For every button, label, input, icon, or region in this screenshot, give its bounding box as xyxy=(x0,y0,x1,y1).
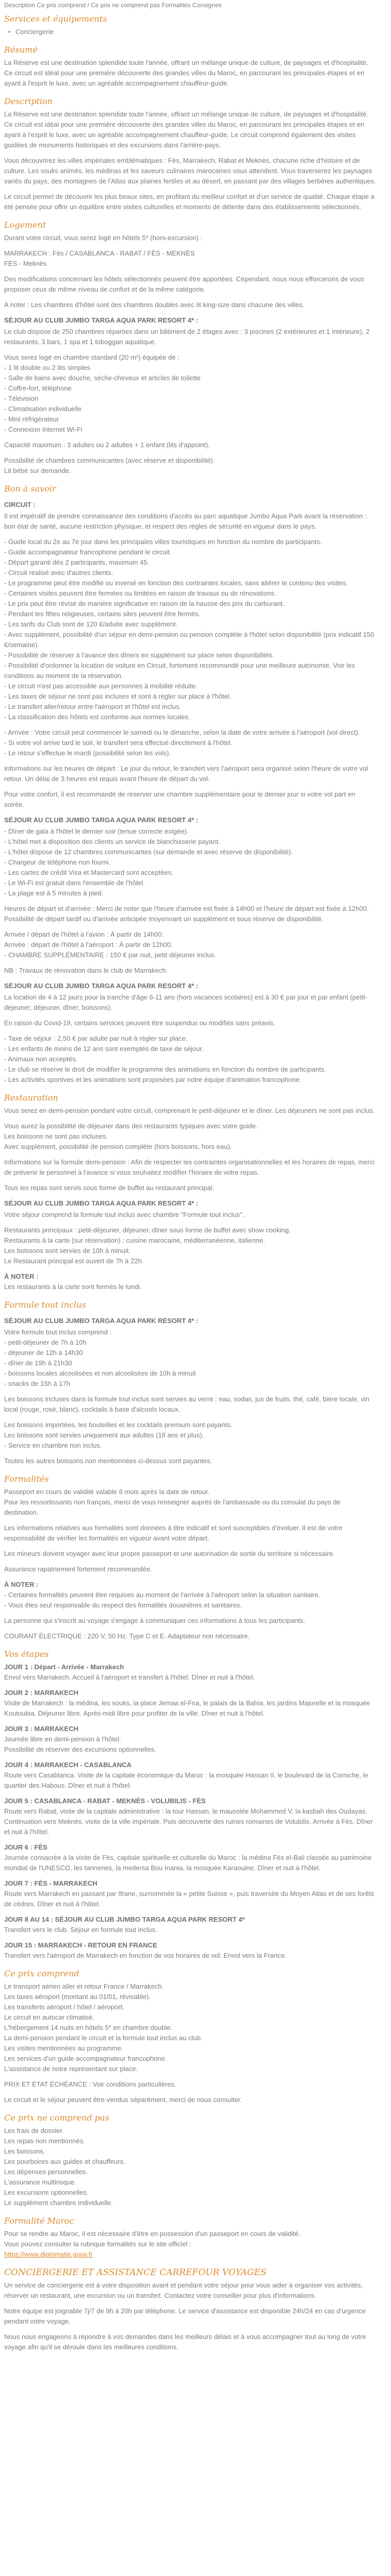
etape-day: JOUR 6 : FÈS xyxy=(4,1843,47,1851)
formalite-maroc-para: Pour se rendre au Maroc, il est nécessaire d'être en possession d'un passeport en cours de validité. xyxy=(4,2230,301,2238)
sejour-para: - Le club se réserve le droit de modifier le programme des animations en fonction du nombre de participants. xyxy=(4,1065,327,1073)
etape-day: JOUR 7 : FÈS - MARRAKECH xyxy=(4,1879,97,1887)
section-title-formalite-maroc: Formalité Maroc xyxy=(4,2216,74,2226)
logement-para: Durant votre circuit, vous serez logé en hôtels 5* (hors-excursion) : xyxy=(4,234,203,242)
section-title-services: Services et équipements xyxy=(4,14,107,24)
sejour-para: - Les enfants de moins de 12 ans sont exemptés de taxe de séjour. xyxy=(4,1045,204,1053)
formalite-maroc-para: Vous pouvez consulter la rubrique formalités sur le site officiel : xyxy=(4,2240,191,2248)
prix-comprend-item: Les transferts aéroport / hôtel / aéroport. xyxy=(4,2003,124,2011)
bullet-icon: • xyxy=(8,28,11,36)
section-title-etapes: Vos étapes xyxy=(4,1649,49,1659)
restauration-para: Vous aurez la possibilité de déjeuner dans des restaurants typiques avec votre guide. xyxy=(4,1122,258,1130)
etape-para: Visite de Marrakech : la médina, les souks, la place Jemaa el-Fna, le palais de la Bahia, les jardins Majorelle et la mosquée Koutoubia. Déjeuner libre. Après-midi libre pour profiter de la ville. Dîner et nuit à l'hôtel. xyxy=(4,1699,370,1717)
description-para: Vous découvrirez les villes impériales emblématiques : Fès, Marrakech, Rabat et Meknès, chacune riche d'histoire et de culture. Les souks animés, les médinas et les saveurs culinaires marocaines vous attendent. Vous traverserez les paysages variés du pays, des montagnes de l'Atlas aux plaines fertiles et au désert, en passant par des villages berbères authentiques. xyxy=(4,157,376,185)
bon-a-savoir-para: - Le circuit n'est pas accessible aux personnes à mobilité réduite. xyxy=(4,682,198,690)
prix-ne-comprend-item: Les boissons. xyxy=(4,2147,45,2155)
horaires-para: Heures de départ et d'arrivée : Merci de noter que l'heure d'arrivée est fixée à 14h00 et l'heure de départ est fixée à 12h00. Possibilité de départ tardif ou d'arrivée anticipée moyennant un supplément et sous réserve de disponibilité. xyxy=(4,905,369,923)
tout-inclus-para: - petit-déjeuner de 7h à 10h xyxy=(4,1338,87,1346)
formalites-para: Pour les ressortissants non français, merci de vous renseigner auprès de l'ambassade ou du consulat du pays de destination. xyxy=(4,1498,341,1516)
sejour-para: - Connexion Internet Wi-Fi xyxy=(4,426,83,433)
restauration-para: Votre séjour comprend la formule tout inclus avec chambre "Formule tout inclus". xyxy=(4,1211,245,1218)
logement-para: Des modifications concernant les hôtels sélectionnés peuvent être apportées. Cependant, nous nous efforcerons de vous proposer ceux de même niveau de confort et de la même catégorie. xyxy=(4,275,364,293)
bon-a-savoir-para: - Les tarifs du Club sont de 120 €/adulte avec supplément. xyxy=(4,620,178,628)
sejour-para: - Les activités sportives et les animations sont proposées par notre équipe d'animation francophone. xyxy=(4,1076,302,1083)
horaires-para: - CHAMBRE SUPPLÉMENTAIRE : 150 € par nuit, petit déjeuner inclus. xyxy=(4,951,216,959)
etape-day: JOUR 3 : MARRAKECH xyxy=(4,1725,78,1733)
itineraire-para: - Le retour s'effectue le mardi (possibilité selon les vols). xyxy=(4,749,171,757)
sejour-title: SÉJOUR AU CLUB JUMBO TARGA AQUA PARK RESORT 4* : xyxy=(4,316,199,324)
sejour-para: Lit bébé sur demande. xyxy=(4,467,71,474)
prix-ne-comprend-item: Les frais de dossier. xyxy=(4,2127,64,2134)
sejour-para: - L'hôtel dispose de 12 chambres communicantes (sur demande et avec réserve de disponibilité). xyxy=(4,848,293,856)
etape-day: JOUR 8 AU 14 : SÉJOUR AU CLUB JUMBO TARGA AQUA PARK RESORT 4* xyxy=(4,1916,245,1923)
tout-inclus-para: Les boissons importées, les bouteilles et les cocktails premium sont payants. xyxy=(4,1421,233,1429)
etape-para: Route vers Marrakech en passant par Ifrane, surnommée la « petite Suisse », puis traversée du Moyen Atlas et de ses forêts de cèdres. Dîner et nuit à l'hôtel. xyxy=(4,1890,374,1908)
prix-comprend-item: L'hébergement 14 nuits en hôtels 5* en chambre double. xyxy=(4,2024,173,2031)
horaires-para: NB : Travaux de rénovation dans le club de Marrakech. xyxy=(4,967,168,974)
etape-day: JOUR 5 : CASABLANCA - RABAT - MEKNÈS - VOLUBILIS - FÈS xyxy=(4,1797,206,1805)
bon-a-savoir-para: - Circuit réalisé avec d'autres clients. xyxy=(4,569,113,577)
sejour-para: - L'hôtel met à disposition des clients un service de blanchisserie payant. xyxy=(4,838,220,845)
formalites-para: - Certaines formalités peuvent être requises au moment de l'arrivée à l'aéroport selon la situation sanitaire. xyxy=(4,1591,320,1599)
itineraire-para: Informations sur les heures de départ : Le jour du retour, le transfert vers l'aéroport sera organisé selon l'heure de votre vol retour. Un délai de 3 heures est requis avant l'heure de départ du vol. xyxy=(4,765,368,783)
prix-comprend-item: Le transport aérien aller et retour France / Marrakech. xyxy=(4,1982,164,1990)
restauration-para: Restaurants principaux : petit-déjeuner, déjeuner, dîner sous forme de buffet avec show cooking. xyxy=(4,1226,291,1234)
bon-a-savoir-para: - Pendant les fêtes religieuses, certains sites peuvent être fermés. xyxy=(4,610,201,618)
bon-a-savoir-para: Il est impératif de prendre connaissance des conditions d'accès au parc aquatique Jumbo Aqua Park avant la réservation : bon état de santé, aucune restriction physique, et respect des règles de sécurité en vigueur dans le pays. xyxy=(4,512,367,530)
tout-inclus-para: - snacks de 15h à 17h xyxy=(4,1380,70,1387)
bon-a-savoir-para: - Le prix peut être révisé de manière significative en raison de la hausse des prix du carburant. xyxy=(4,600,285,607)
header-line: Description Ce prix comprend / Ce prix ne comprend pas Formalités Consignes xyxy=(4,2,222,9)
conciergerie-para: Nous nous engageons à répondre à vos demandes dans les meilleurs délais et à vous accompagner tout au long de votre voyage afin qu'il se déroule dans les meilleures conditions. xyxy=(4,2333,366,2351)
sejour-title: SÉJOUR AU CLUB JUMBO TARGA AQUA PARK RESORT 4* : xyxy=(4,1199,199,1207)
etape-para: Transfert vers le club. Séjour en formule tout inclus. xyxy=(4,1926,157,1934)
tout-inclus-para: - boissons locales alcoolisées et non alcoolisées de 10h à minuit xyxy=(4,1369,196,1377)
section-title-conciergerie: CONCIERGERIE ET ASSISTANCE CARREFOUR VOYAGES xyxy=(4,2267,267,2278)
etape-para: Possibilité de réserver des excursions optionnelles. xyxy=(4,1745,156,1753)
tout-inclus-para: - Service en chambre non inclus. xyxy=(4,1442,102,1449)
restauration-para: Restaurants à la carte (sur réservation) : cuisine marocaine, méditerranéenne, italienne. xyxy=(4,1236,265,1244)
etape-para: Transfert vers l'aéroport de Marrakech en fonction de vos horaires de vol. Envol vers la France. xyxy=(4,1952,287,1959)
sejour-para: - Taxe de séjour : 2,50 € par adulte par nuit à régler sur place. xyxy=(4,1035,188,1042)
etape-para: Envol vers Marrakech. Accueil à l'aéroport et transfert à l'hôtel. Dîner et nuit à l'hôtel. xyxy=(4,1673,255,1681)
tout-inclus-subtitle: SÉJOUR AU CLUB JUMBO TARGA AQUA PARK RESORT 4* : xyxy=(4,1317,199,1325)
bon-a-savoir-para: - Certaines visites peuvent être fermées ou limitées en raison de travaux ou de rénovations. xyxy=(4,589,276,597)
prix-ne-comprend-item: Les excursions optionnelles. xyxy=(4,2189,89,2196)
prix-ne-comprend-item: Les pourboires aux guides et chauffeurs. xyxy=(4,2158,125,2165)
services-item xyxy=(4,27,377,37)
section-title-resume: Résumé xyxy=(4,45,38,55)
resume-para: La Réserve est une destination splendide toute l'année, offrant un mélange unique de culture, de paysages et d'hospitalité. Ce circuit est idéal pour une première découverte des grandes villes du Maroc, en parcourant les principales étapes et en ayant à l'esprit le luxe, avec un agréable accompagnement chauffeur-guide. xyxy=(4,59,368,87)
conciergerie-para: Notre équipe est joignable 7j/7 de 9h à 20h par téléphone. Le service d'assistance est disponible 24h/24 en cas d'urgence pendant votre voyage. xyxy=(4,2307,366,2325)
services-item-label: Conciergerie xyxy=(15,28,54,36)
sejour-para: Capacité maximum : 3 adultes ou 2 adultes + 1 enfant (lits d'appoint). xyxy=(4,441,210,449)
section-title-prix-comprend: Ce prix comprend xyxy=(4,1969,79,1978)
sejour-para: - Dîner de gala à l'hôtel le dernier soir (tenue correcte exigée). xyxy=(4,827,189,835)
prix-ne-comprend-item: Les dépenses personnelles. xyxy=(4,2168,88,2176)
prix-ne-comprend-item: Les repas non mentionnés. xyxy=(4,2137,85,2145)
section-title-tout-inclus: Formule tout inclus xyxy=(4,1300,86,1310)
logement-para: MARRAKECH : Fès / CASABLANCA - RABAT / FÈS - MEKNÈS xyxy=(4,249,195,257)
prix-comprend-item: Le circuit et le séjour peuvent être vendus séparément, merci de nous consulter. xyxy=(4,2096,242,2104)
sejour-para: - Climatisation individuelle xyxy=(4,405,82,413)
sejour-title: SÉJOUR AU CLUB JUMBO TARGA AQUA PARK RESORT 4* : xyxy=(4,982,199,990)
tout-inclus-para: - déjeuner de 12h à 14h30 xyxy=(4,1349,83,1357)
horaires-para: Arrivée : départ de l'hôtel à l'aéroport : À partir de 12h00. xyxy=(4,941,173,948)
sejour-para: - Mini réfrigérateur xyxy=(4,415,59,423)
horaires-para: Arrivée / départ de l'hôtel à l'avion : À partir de 14h00. xyxy=(4,930,164,938)
sejour-para: - 1 lit double ou 2 lits simples xyxy=(4,364,90,371)
prix-comprend-item: Les taxes aéroport (montant au 01/01, révisable). xyxy=(4,1993,151,2001)
restauration-para: Le Restaurant principal est ouvert de 7h à 22h. xyxy=(4,1257,144,1265)
etape-para: Journée libre en demi-pension à l'hôtel. xyxy=(4,1735,121,1743)
sejour-para: - Animaux non acceptés. xyxy=(4,1055,78,1063)
description-para: La Réserve est une destination splendide toute l'année, offrant un mélange unique de culture, de paysages et d'hospitalité. Ce circuit est idéal pour une première découverte des grandes villes du Maroc, en parcourant les principales étapes et en ayant à l'esprit le luxe, avec un agréable accompagnement chauffeur-guide. Le circuit comprend également des visites guidées de monuments historiques et des excursions dans l'arrière-pays. xyxy=(4,110,368,149)
restauration-para: Les boissons ne sont pas incluses. xyxy=(4,1132,108,1140)
restauration-para: Les boissons sont servies de 10h à minuit. xyxy=(4,1247,131,1255)
logement-para: A noter : Les chambres d'hôtel sont des chambres doubles avec lit king-size dans chacune des villes. xyxy=(4,301,305,309)
sejour-para: Vous serez logé en chambre standard (20 m²) équipée de : xyxy=(4,353,180,361)
sejour-para: La location de 4 à 12 jours pour la tranche d'âge 6-11 ans (hors vacances scolaires) est à 30 € par jour et par enfant (petit-déjeuner, déjeuner, dîner, boissons). xyxy=(4,993,367,1011)
prix-comprend-item: La demi-pension pendant le circuit et la formule tout inclus au club. xyxy=(4,2034,203,2042)
tout-inclus-para: Votre formule tout inclus comprend : xyxy=(4,1328,112,1336)
sejour-para: - Salle de bains avec douche, sèche-cheveux et articles de toilette xyxy=(4,374,201,382)
bon-a-savoir-para: - Le transfert aller/retour entre l'aéroport et l'hôtel est inclus. xyxy=(4,703,182,710)
etape-day: JOUR 1 : Départ - Arrivée - Marrakech xyxy=(4,1663,124,1671)
prix-comprend-item: Les visites mentionnées au programme. xyxy=(4,2044,123,2052)
sejour-para: En raison du Covid-19, certains services peuvent être suspendus ou modifiés sans préavis. xyxy=(4,1019,275,1027)
etape-day: JOUR 15 : MARRAKECH - RETOUR EN FRANCE xyxy=(4,1941,157,1949)
formalites-para: COURANT ÉLECTRIQUE : 220 V, 50 Hz. Type C et E. Adaptateur non nécessaire. xyxy=(4,1632,250,1640)
tout-inclus-para: Toutes les autres boissons non mentionnées ci-dessus sont payantes. xyxy=(4,1457,213,1465)
tout-inclus-para: Les boissons incluses dans la formule tout inclus sont servies au verre : eau, sodas, jus de fruits, thé, café, bière locale, vin local (rouge, rosé, blanc), cocktails à base d'alcools locaux. xyxy=(4,1395,370,1413)
formalites-para: Passeport en cours de validité valable 6 mois après la date de retour. xyxy=(4,1488,210,1496)
etape-para: Route vers Rabat, visite de la capitale administrative : la tour Hassan, le mausolée Mohammed V, la kasbah des Oudayas. Continuation vers Meknès, visite de la ville impériale. Puis découverte des ruines romaines de Volubilis. Arrivée à Fès. Dîner et nuit à l'hôtel. xyxy=(4,1807,373,1836)
formalites-para: Assurance rapatriement fortement recommandée. xyxy=(4,1565,152,1573)
formalites-para: Les informations relatives aux formalités sont données à titre indicatif et sont susceptibles d'évoluer. Il est de votre responsabilité de vérifier les formalités en vigueur avant votre départ. xyxy=(4,1524,343,1542)
itineraire-para: - Si votre vol arrive tard le soir, le transfert sera effectué directement à l'hôtel. xyxy=(4,739,233,747)
sejour-title: SÉJOUR AU CLUB JUMBO TARGA AQUA PARK RESORT 4* : xyxy=(4,816,199,824)
restauration-para: À NOTER : xyxy=(4,1273,39,1280)
itineraire-para: Pour votre confort, il est recommandé de réserver une chambre supplémentaire pour le dernier jour si votre vol part en soirée. xyxy=(4,790,355,808)
formalites-para: La personne qui s'inscrit au voyage s'engage à communiquer ces informations à tous les participants. xyxy=(4,1617,305,1624)
formalites-para: À NOTER : xyxy=(4,1581,39,1588)
etape-para: Route vers Casablanca. Visite de la capitale économique du Maroc : la mosquée Hassan II, le boulevard de la Corniche, le quartier des Habous. Dîner et nuit à l'hôtel. xyxy=(4,1771,368,1789)
conciergerie-para: Un service de conciergerie est à votre disposition avant et pendant votre séjour pour vous aider à organiser vos activités, réserver un restaurant, une excursion ou un transfert. Contactez votre conseiller pour plus d'informations. xyxy=(4,2281,363,2299)
sejour-para: - Les cartes de crédit Visa et Mastercard sont acceptées. xyxy=(4,869,173,876)
prix-comprend-item: PRIX ET ÉTAT ÉCHÉANCE : Voir conditions particulières. xyxy=(4,2080,176,2088)
bon-a-savoir-para: - La classification des hôtels est conforme aux normes locales. xyxy=(4,713,190,721)
restauration-para: Avec supplément, possibilité de pension complète (hors boissons, hors eau). xyxy=(4,1143,232,1150)
sejour-para: - Le Wi-Fi est gratuit dans l'ensemble de l'hôtel. xyxy=(4,879,145,887)
restauration-para: Les restaurants à la carte sont fermés le lundi. xyxy=(4,1283,142,1291)
formalites-para: - Vous êtes seul responsable du respect des formalités douanières et sanitaires. xyxy=(4,1601,242,1609)
sejour-para: Le club dispose de 250 chambres réparties dans un bâtiment de 2 étages avec : 3 piscines (2 extérieures et 1 intérieure), 2 restaurants, 3 bars, 1 spa et 1 toboggan aquatique. xyxy=(4,328,370,346)
prix-comprend-item: Les services d'un guide accompagnateur francophone. xyxy=(4,2055,167,2062)
section-title-description: Description xyxy=(4,96,53,106)
section-title-restauration: Restauration xyxy=(4,1093,58,1103)
prix-comprend-item: L'assistance de notre représentant sur place. xyxy=(4,2065,138,2073)
bon-a-savoir-para: - Avec supplément, possibilité d'un séjour en demi-pension ou pension complète à l'hôtel selon disponibilité (prix indicatif 150 €/semaine). xyxy=(4,631,374,649)
sejour-para: - La plage est à 5 minutes à pied. xyxy=(4,889,104,897)
restauration-para: Informations sur la formule demi-pension : Afin de respecter les contraintes organisationnelles et les horaires de repas, merci de prévenir le personnel à l'avance si vous souhaitez modifier l'horaire de votre repas. xyxy=(4,1158,375,1176)
bon-a-savoir-para: - Guide local du 2e au 7e jour dans les principales villes touristiques en fonction du nombre de participants. xyxy=(4,538,322,546)
bon-a-savoir-para: - Possibilité de réserver à l'avance des dîners en supplément sur place selon disponibilités. xyxy=(4,651,274,659)
section-title-bon-a-savoir: Bon à savoir xyxy=(4,484,56,494)
description-para: Le circuit permet de découvrir les plus beaux sites, en profitant du meilleur confort et d'un service de qualité. Chaque étape a été pensée pour offrir un équilibre entre visites culturelles et moments de détente dans des établissements sélectionnés. xyxy=(4,193,374,211)
prix-ne-comprend-item: L'assurance multirisque. xyxy=(4,2178,76,2186)
bon-a-savoir-para: - Guide accompagnateur francophone pendant le circuit. xyxy=(4,548,172,556)
etape-day: JOUR 2 : MARRAKECH xyxy=(4,1689,78,1697)
section-title-logement: Logement xyxy=(4,220,46,230)
formalites-para: Les mineurs doivent voyager avec leur propre passeport et une autorisation de sortie du territoire si nécessaire. xyxy=(4,1550,335,1557)
bon-a-savoir-subtitle: CIRCUIT : xyxy=(4,501,36,509)
sejour-para: - Chargeur de téléphone non fourni. xyxy=(4,858,110,866)
bon-a-savoir-para: - Possibilité d'ordonner la location de voiture en Circuit, fortement recommandé pour une meilleure autonomie. Voir les conditions au moment de la réservation. xyxy=(4,662,355,680)
restauration-para: Tous les repas sont servis sous forme de buffet au restaurant principal. xyxy=(4,1184,215,1192)
restauration-para: Vous serez en demi-pension pendant votre circuit, comprenant le petit-déjeuner et le dîner. Les déjeuners ne sont pas inclus. xyxy=(4,1107,375,1114)
etape-day: JOUR 4 : MARRAKECH - CASABLANCA xyxy=(4,1761,132,1769)
section-title-formalites: Formalités xyxy=(4,1474,49,1484)
bon-a-savoir-para: - Les taxes de séjour ne sont pas incluses et sont à régler sur place à l'hôtel. xyxy=(4,692,232,700)
tout-inclus-para: - dîner de 19h à 21h30 xyxy=(4,1359,72,1367)
section-title-prix-ne-comprend: Ce prix ne comprend pas xyxy=(4,2113,109,2123)
sejour-para: Possibilité de chambres communicantes (avec réserve et disponibilité). xyxy=(4,456,215,464)
sejour-para: - Télévision xyxy=(4,395,39,402)
etape-para: Journée consacrée à la visite de Fès, capitale spirituelle et culturelle du Maroc : la médina Fès el-Bali classée au patrimoine mondial de l'UNESCO, les tanneries, la medersa Bou Inania, la mosquée Karaouine. Dîner et nuit à l'hôtel. xyxy=(4,1854,372,1872)
formalite-maroc-link[interactable]: https://www.diplomatie.gouv.fr xyxy=(4,2250,93,2258)
prix-ne-comprend-item: Le supplément chambre individuelle. xyxy=(4,2199,113,2207)
itineraire-para: - Arrivée : Votre circuit peut commencer le samedi ou le dimanche, selon la date de votre arrivée à l'aéroport (vol direct). xyxy=(4,728,360,736)
tout-inclus-para: Les boissons sont servies uniquement aux adultes (18 ans et plus). xyxy=(4,1431,204,1439)
bon-a-savoir-para: - Départ garanti dès 2 participants, maximum 45. xyxy=(4,558,150,566)
bon-a-savoir-para: - Le programme peut être modifié ou inversé en fonction des contraintes locales, sans altérer le contenu des visites. xyxy=(4,579,348,587)
logement-para: FÈS - Meknès xyxy=(4,260,47,267)
sejour-para: - Coffre-fort, téléphone xyxy=(4,384,72,392)
prix-comprend-item: Le circuit en autocar climatisé. xyxy=(4,2013,94,2021)
